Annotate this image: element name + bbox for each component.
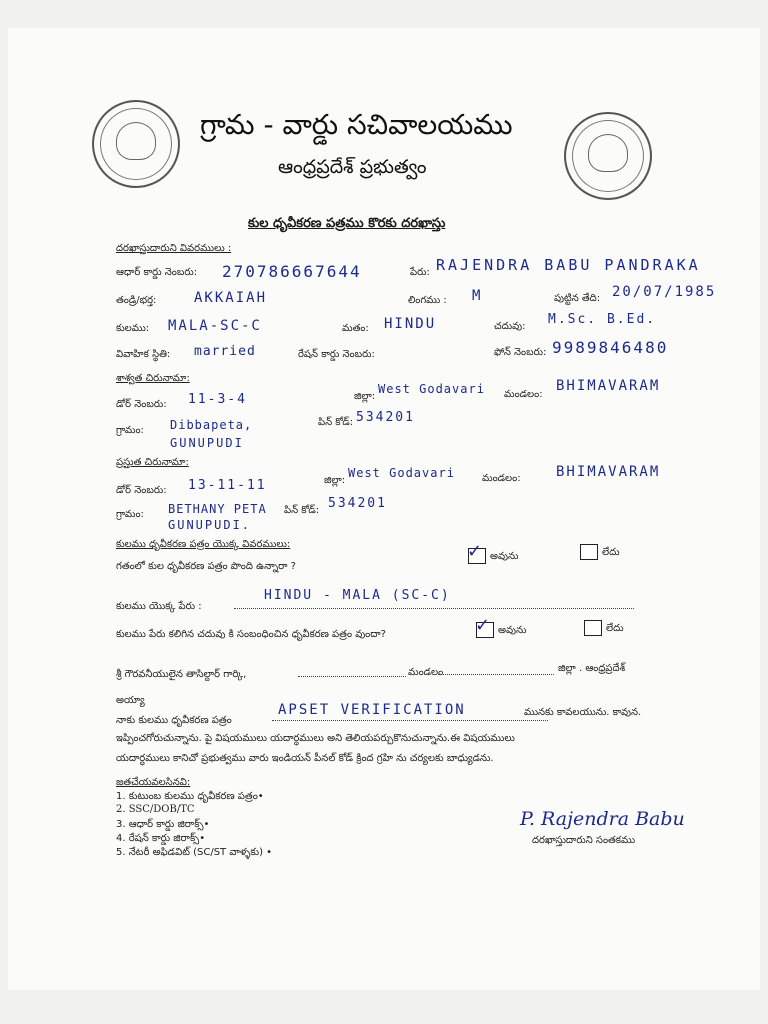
previous-cert-yes-checkbox[interactable] [467, 541, 486, 564]
education-label: చదువు: [494, 321, 526, 332]
name-label: పేరు: [410, 267, 430, 278]
left-emblem-seal [92, 100, 180, 188]
present-district-value: West Godavari [348, 466, 455, 480]
permanent-village-value-1: Dibbapeta, [170, 418, 253, 432]
permanent-mandal-value: BHIMAVARAM [556, 378, 661, 394]
district-suffix: జిల్లా . ఆంధ్రప్రదేశ్ [558, 663, 626, 674]
present-village-value-1: BETHANY PETA [168, 502, 267, 516]
permanent-village-label: గ్రామం: [116, 425, 144, 436]
check-mark-icon: ✓ [475, 615, 491, 636]
present-mandal-label: మండలం: [482, 473, 521, 484]
marital-value: married [194, 344, 256, 359]
page-subtitle: ఆంధ్రప్రదేశ్ ప్రభుత్వం [278, 156, 427, 178]
right-emblem-seal [564, 112, 652, 200]
education-cert-no-label: లేదు [606, 623, 624, 634]
present-address-label: ప్రస్తుత చిరునామా: [116, 457, 189, 468]
applicant-section-label: దరఖాస్తుదారుని వివరములు : [116, 243, 232, 254]
aadhaar-label: ఆధార్ కార్డు నెంబరు: [116, 267, 198, 278]
religion-label: మతం: [342, 323, 369, 334]
present-village-label: గ్రామం: [116, 509, 144, 520]
present-pin-label: పిన్ కోడ్: [284, 505, 320, 516]
permanent-mandal-label: మండలం: [504, 389, 543, 400]
attachment-item: 3. ఆధార్ కార్డు జిరాక్స్• [116, 819, 210, 830]
education-cert-no-checkbox[interactable] [584, 620, 602, 636]
education-cert-question: కులము పేరు కలిగిన చదువు కి సంబంధించిన ధృవీకరణ పత్రం వుందా? [116, 629, 386, 640]
dob-value: 20/07/1985 [612, 284, 717, 300]
permanent-address-label: శాశ్వత చిరునామా: [116, 373, 190, 384]
salutation-blank-2 [438, 674, 554, 675]
letter-line-3: యదార్ధములు కానిచో ప్రభుత్వము వారు ఇండియన్ పీనల్ కోడ్ క్రింద గ్రహి ను చర్యలకు బాధ్యుడను. [116, 753, 494, 764]
education-cert-yes-checkbox[interactable] [475, 615, 494, 638]
ayya-text: అయ్యా [116, 695, 145, 706]
attachment-item: 2. SSC/DOB/TC [116, 804, 195, 815]
caste-value: MALA-SC-C [168, 318, 262, 334]
caste-name-label: కులము యొక్క పేరు : [116, 601, 202, 612]
previous-cert-yes-label: అవును [490, 551, 519, 562]
phone-label: ఫోన్ నెంబరు: [494, 347, 547, 358]
present-district-label: జిల్లా: [324, 475, 346, 486]
applicant-signature: P. Rajendra Babu [520, 808, 685, 830]
permanent-door-label: డోర్ నెంబరు: [116, 399, 167, 410]
father-value: AKKAIAH [194, 290, 268, 306]
mandal-suffix: మండలం [408, 667, 444, 678]
permanent-village-value-2: GUNUPUDI [170, 436, 244, 450]
letter-line-2: ఇప్పించగోరుచున్నాను. పై విషయములు యదార్ధములు అని తెలియపర్చుకొనుచున్నాను.ఈ విషయములు [116, 733, 515, 744]
education-cert-yes-label: అవును [498, 625, 527, 636]
permanent-door-value: 11-3-4 [188, 392, 247, 407]
caste-name-line [234, 608, 634, 609]
aadhaar-value: 270786667644 [222, 262, 362, 281]
check-mark-icon: ✓ [467, 541, 483, 562]
father-label: తండ్రి/భర్త: [116, 295, 157, 306]
previous-cert-no-checkbox[interactable] [580, 544, 598, 560]
previous-cert-question: గతంలో కుల ధృవీకరణ పత్రం పొంది ఉన్నారా ? [116, 561, 296, 572]
gender-value: M [472, 288, 483, 304]
dob-label: పుట్టిన తేది: [554, 293, 601, 304]
purpose-value: APSET VERIFICATION [278, 702, 466, 718]
name-value: RAJENDRA BABU PANDRAKA [436, 256, 701, 274]
caste-label: కులము: [116, 323, 150, 334]
form-title: కుల ధృవీకరణ పత్రము కొరకు దరఖాస్తు [248, 216, 446, 231]
present-mandal-value: BHIMAVARAM [556, 464, 661, 480]
page-title: గ్రామ - వార్డు సచివాలయము [200, 108, 513, 141]
permanent-pin-label: పిన్ కోడ్: [318, 417, 354, 428]
present-village-value-2: GUNUPUDI. [168, 518, 252, 532]
present-pin-value: 534201 [328, 496, 387, 511]
signature-label: దరఖాస్తుదారుని సంతకము [532, 835, 636, 846]
purpose-line [272, 720, 548, 721]
marital-label: వివాహిక స్థితి: [116, 349, 171, 360]
salutation: శ్రీ గౌరవనీయులైన తాసిల్దార్ గార్కి, [116, 669, 247, 680]
phone-value: 9989846480 [552, 338, 669, 357]
attachment-item: 1. కుటుంబ కులము ధృవీకరణ పత్రం• [116, 791, 264, 802]
attachments-heading: జతచేయవలసినవి: [116, 777, 191, 788]
religion-value: HINDU [384, 316, 437, 332]
letter-line-1-suffix: మునకు కావలయును. కావున. [524, 707, 642, 718]
attachment-item: 4. రేషన్ కార్డు జిరాక్స్• [116, 833, 206, 844]
caste-name-value: HINDU - MALA (SC-C) [264, 588, 451, 603]
letter-line-1-prefix: నాకు కులము ధృవీకరణ పత్రం [116, 715, 232, 726]
permanent-district-label: జిల్లా: [354, 391, 376, 402]
gender-label: లింగము : [408, 295, 447, 306]
ration-card-label: రేషన్ కార్డు నెంబరు: [298, 349, 375, 360]
previous-cert-no-label: లేదు [602, 547, 620, 558]
caste-cert-section-label: కులము ధృవీకరణ పత్రం యొక్క వివరములు: [116, 539, 291, 550]
application-form-page [8, 28, 760, 990]
permanent-pin-value: 534201 [356, 410, 415, 425]
education-value: M.Sc. B.Ed. [548, 312, 657, 327]
present-door-value: 13-11-11 [188, 478, 267, 493]
salutation-blank-1 [298, 676, 406, 677]
attachment-item: 5. నేటరీ అఫిడవిట్ (SC/ST వాళ్ళకు) • [116, 847, 273, 858]
permanent-district-value: West Godavari [378, 382, 485, 396]
present-door-label: డోర్ నెంబరు: [116, 485, 167, 496]
